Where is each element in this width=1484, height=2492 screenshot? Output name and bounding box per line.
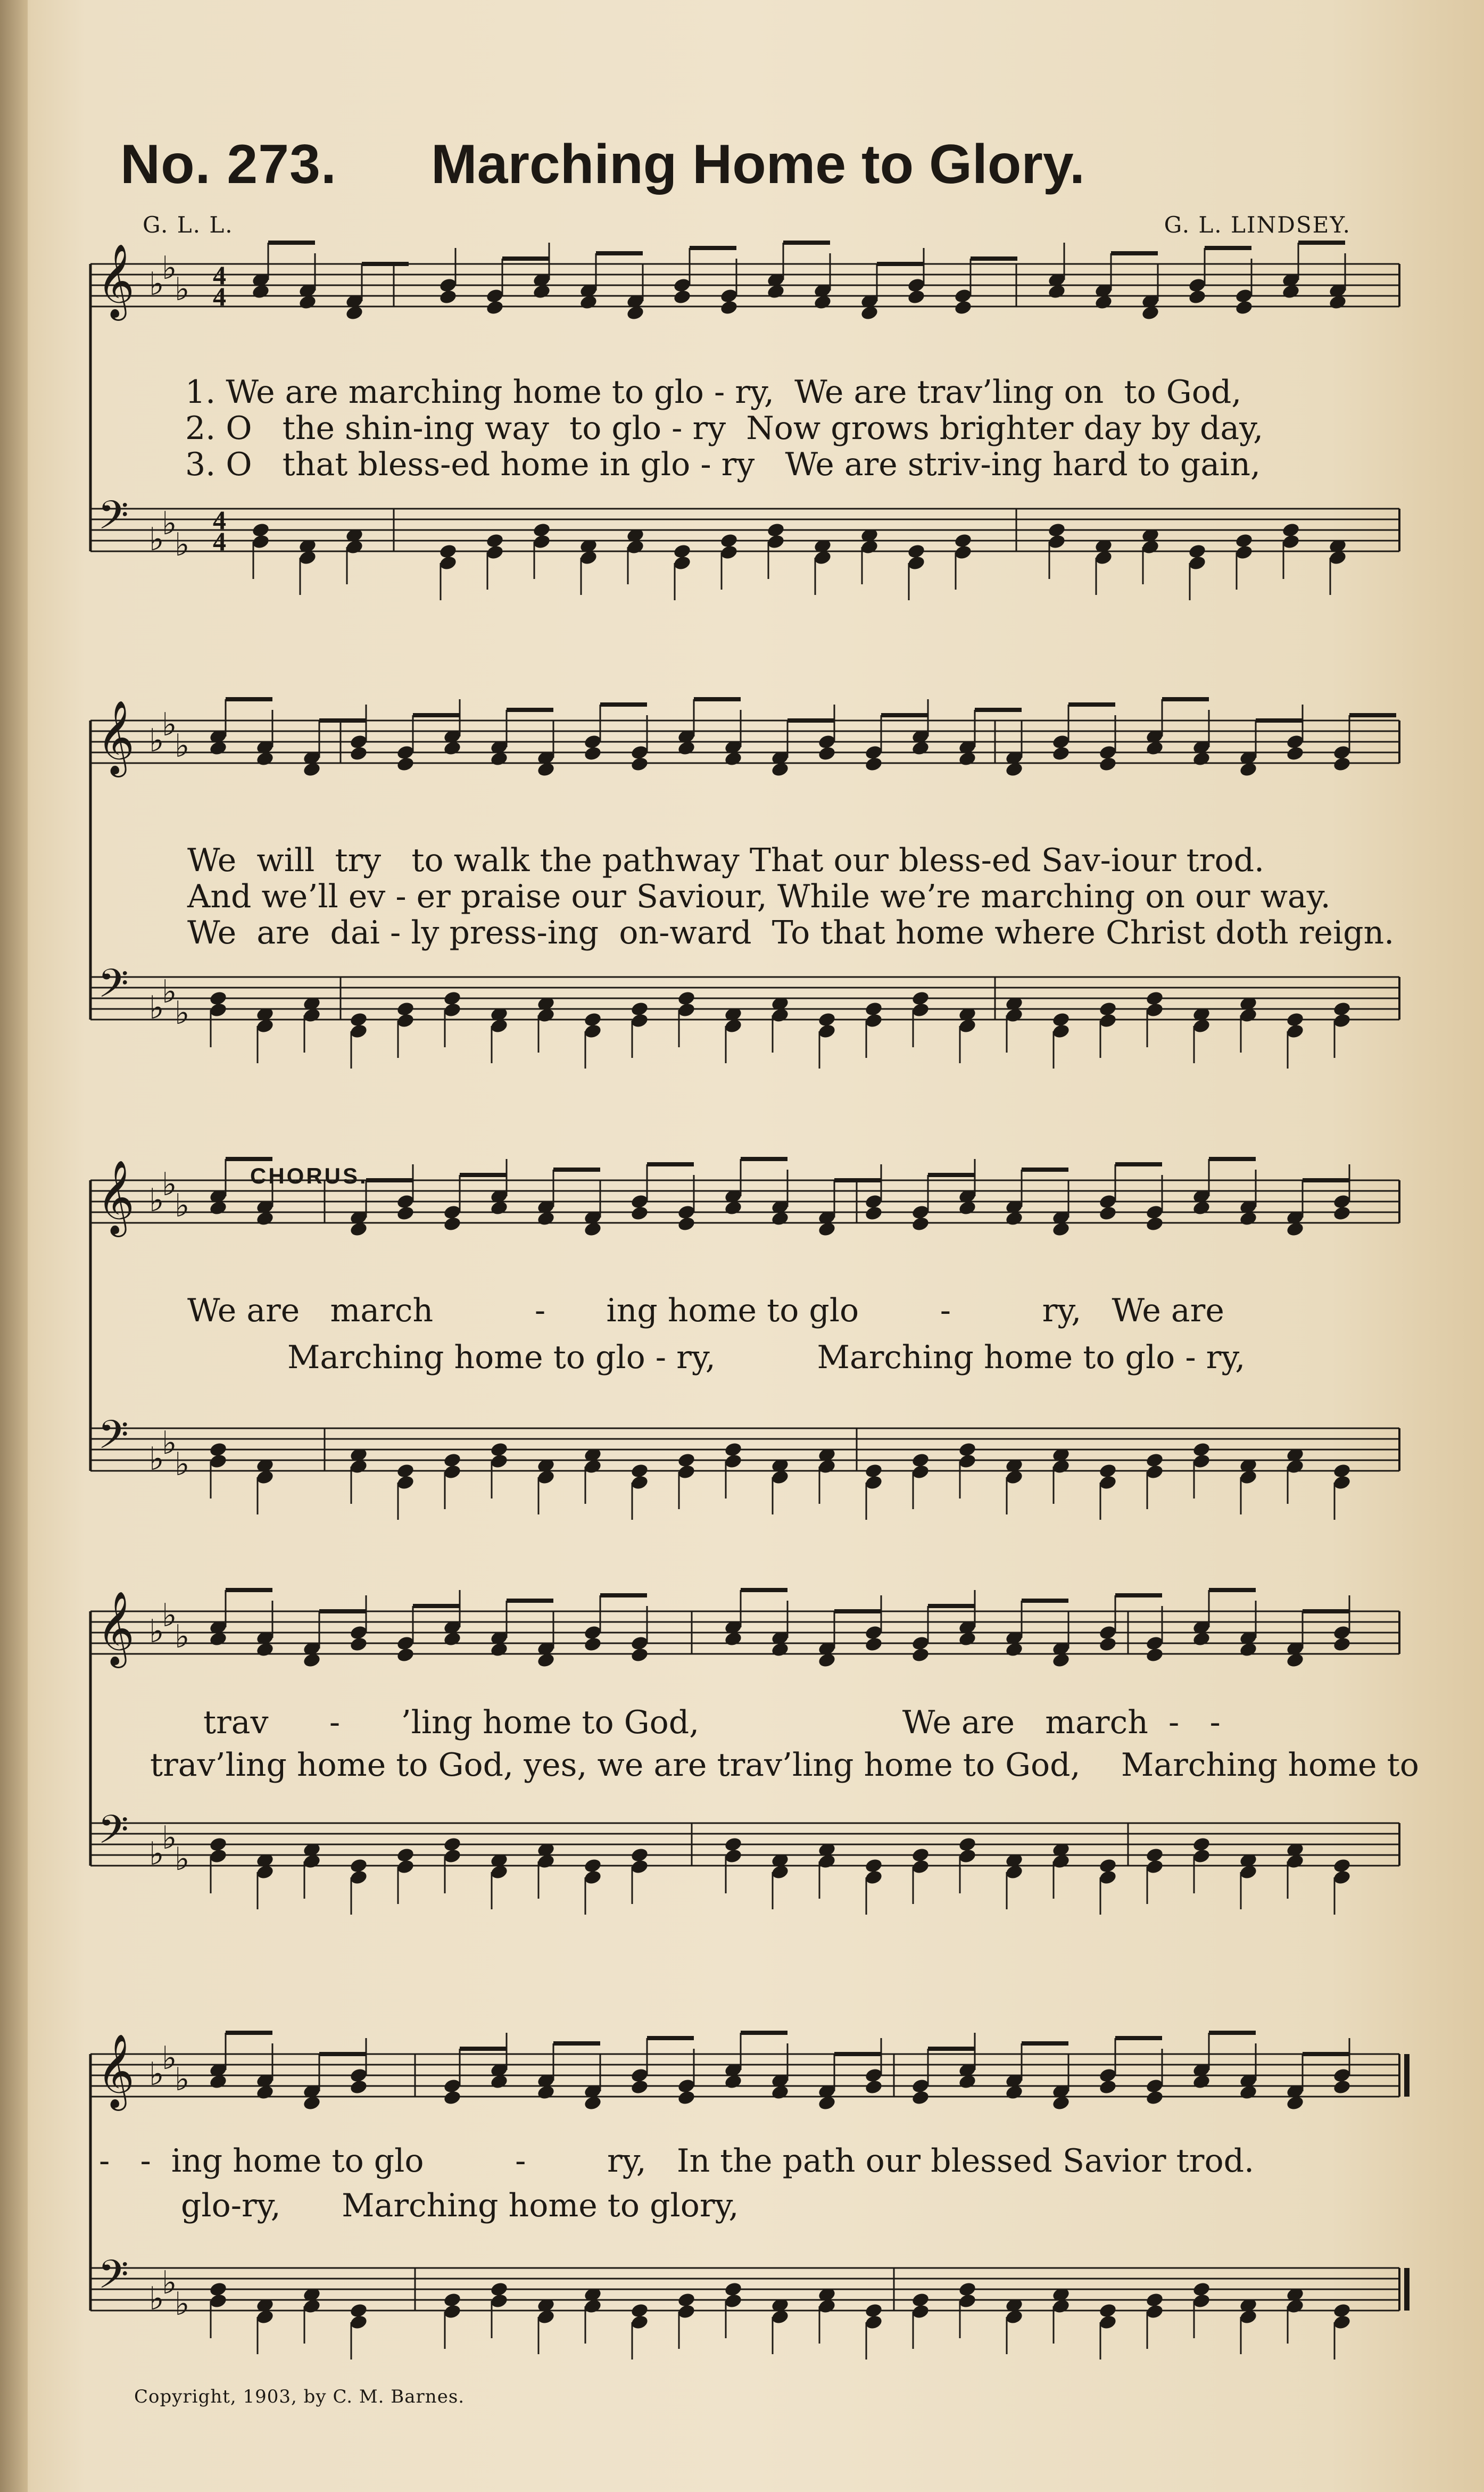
svg-text:𝄢: 𝄢: [98, 492, 129, 548]
svg-text:4: 4: [213, 526, 226, 556]
svg-text:♭: ♭: [175, 2286, 190, 2323]
hymn-number: No. 273.: [120, 134, 337, 195]
svg-text:♭: ♭: [149, 1182, 164, 1219]
svg-text:4: 4: [213, 505, 226, 535]
copyright-notice: Copyright, 1903, by C. M. Barnes.: [134, 2386, 465, 2407]
chorus-system-2-lower-lyric: trav’ling home to God, yes, we are trav’ling home to God, Marching home to: [150, 1746, 1419, 1784]
svg-text:𝄞: 𝄞: [97, 2034, 135, 2108]
svg-text:𝄢: 𝄢: [98, 961, 129, 1016]
words-credit: G. L. L.: [143, 212, 234, 238]
svg-text:♭: ♭: [162, 250, 177, 287]
svg-text:♭: ♭: [162, 973, 177, 1011]
svg-text:♭: ♭: [175, 1618, 190, 1655]
svg-text:4: 4: [213, 260, 226, 290]
music-credit: G. L. LINDSEY.: [1164, 212, 1351, 238]
svg-text:♭: ♭: [149, 1613, 164, 1650]
chorus-system-3-upper-lyric: - - ing home to glo - ry, In the path our blessed Savior trod.: [99, 2142, 1255, 2180]
chorus-system-2-upper-lyric: trav - ’ling home to God, We are march - -: [203, 1704, 1221, 1741]
svg-text:4: 4: [213, 282, 226, 311]
svg-text:♭: ♭: [149, 722, 164, 759]
svg-text:♭: ♭: [175, 995, 190, 1032]
svg-text:𝄞: 𝄞: [97, 244, 135, 318]
svg-text:♭: ♭: [162, 1819, 177, 1857]
svg-text:𝄢: 𝄢: [98, 1807, 129, 1862]
chorus-label: CHORUS.: [250, 1163, 368, 1188]
svg-text:♭: ♭: [149, 989, 164, 1026]
svg-text:♭: ♭: [175, 1446, 190, 1483]
svg-text:♭: ♭: [162, 2040, 177, 2077]
chorus-system-3-lower-lyric: glo-ry, Marching home to glory,: [181, 2187, 739, 2224]
svg-text:𝄢: 𝄢: [98, 1412, 129, 1468]
chorus-system-1-lower-lyric: Marching home to glo - ry, Marching home to glo - ry,: [287, 1339, 1246, 1376]
hymn-title: Marching Home to Glory.: [431, 134, 1085, 195]
svg-text:♭: ♭: [162, 1166, 177, 1203]
svg-text:♭: ♭: [175, 1841, 190, 1878]
svg-text:𝄞: 𝄞: [97, 1160, 135, 1234]
svg-text:𝄞: 𝄞: [97, 1591, 135, 1665]
svg-text:♭: ♭: [162, 505, 177, 542]
svg-text:♭: ♭: [149, 1835, 164, 1873]
svg-text:𝄢: 𝄢: [98, 2251, 129, 2307]
svg-text:♭: ♭: [175, 2061, 190, 2098]
svg-text:♭: ♭: [175, 1187, 190, 1224]
verse-1-line-2: We will try to walk the pathway That our bless-ed Sav-iour trod.: [187, 842, 1265, 879]
svg-text:♭: ♭: [162, 1425, 177, 1462]
verse-3-line-1: 3. O that bless-ed home in glo - ry We are striv-ing hard to gain,: [185, 446, 1261, 483]
svg-text:♭: ♭: [162, 706, 177, 743]
verse-2-line-1: 2. O the shin-ing way to glo - ry Now grows brighter day by day,: [185, 410, 1264, 447]
svg-text:♭: ♭: [175, 526, 190, 564]
svg-text:♭: ♭: [175, 271, 190, 308]
svg-text:♭: ♭: [149, 2280, 164, 2317]
svg-text:♭: ♭: [149, 521, 164, 558]
verse-1-line-1: 1. We are marching home to glo - ry, We are trav’ling on to God,: [185, 374, 1242, 411]
svg-text:♭: ♭: [162, 1597, 177, 1634]
book-spine-shadow: [0, 0, 28, 2492]
svg-text:♭: ♭: [175, 727, 190, 765]
svg-text:♭: ♭: [162, 2264, 177, 2301]
svg-text:♭: ♭: [149, 266, 164, 303]
verse-2-line-2: And we’ll ev - er praise our Saviour, While we’re marching on our way.: [187, 878, 1331, 915]
chorus-system-1-upper-lyric: We are march - ing home to glo - ry, We are: [187, 1292, 1224, 1329]
verse-3-line-2: We are dai - ly press-ing on-ward To that home where Christ doth reign.: [187, 914, 1395, 951]
svg-text:♭: ♭: [149, 2056, 164, 2093]
svg-text:♭: ♭: [149, 1440, 164, 1478]
svg-text:𝄞: 𝄞: [97, 700, 135, 774]
